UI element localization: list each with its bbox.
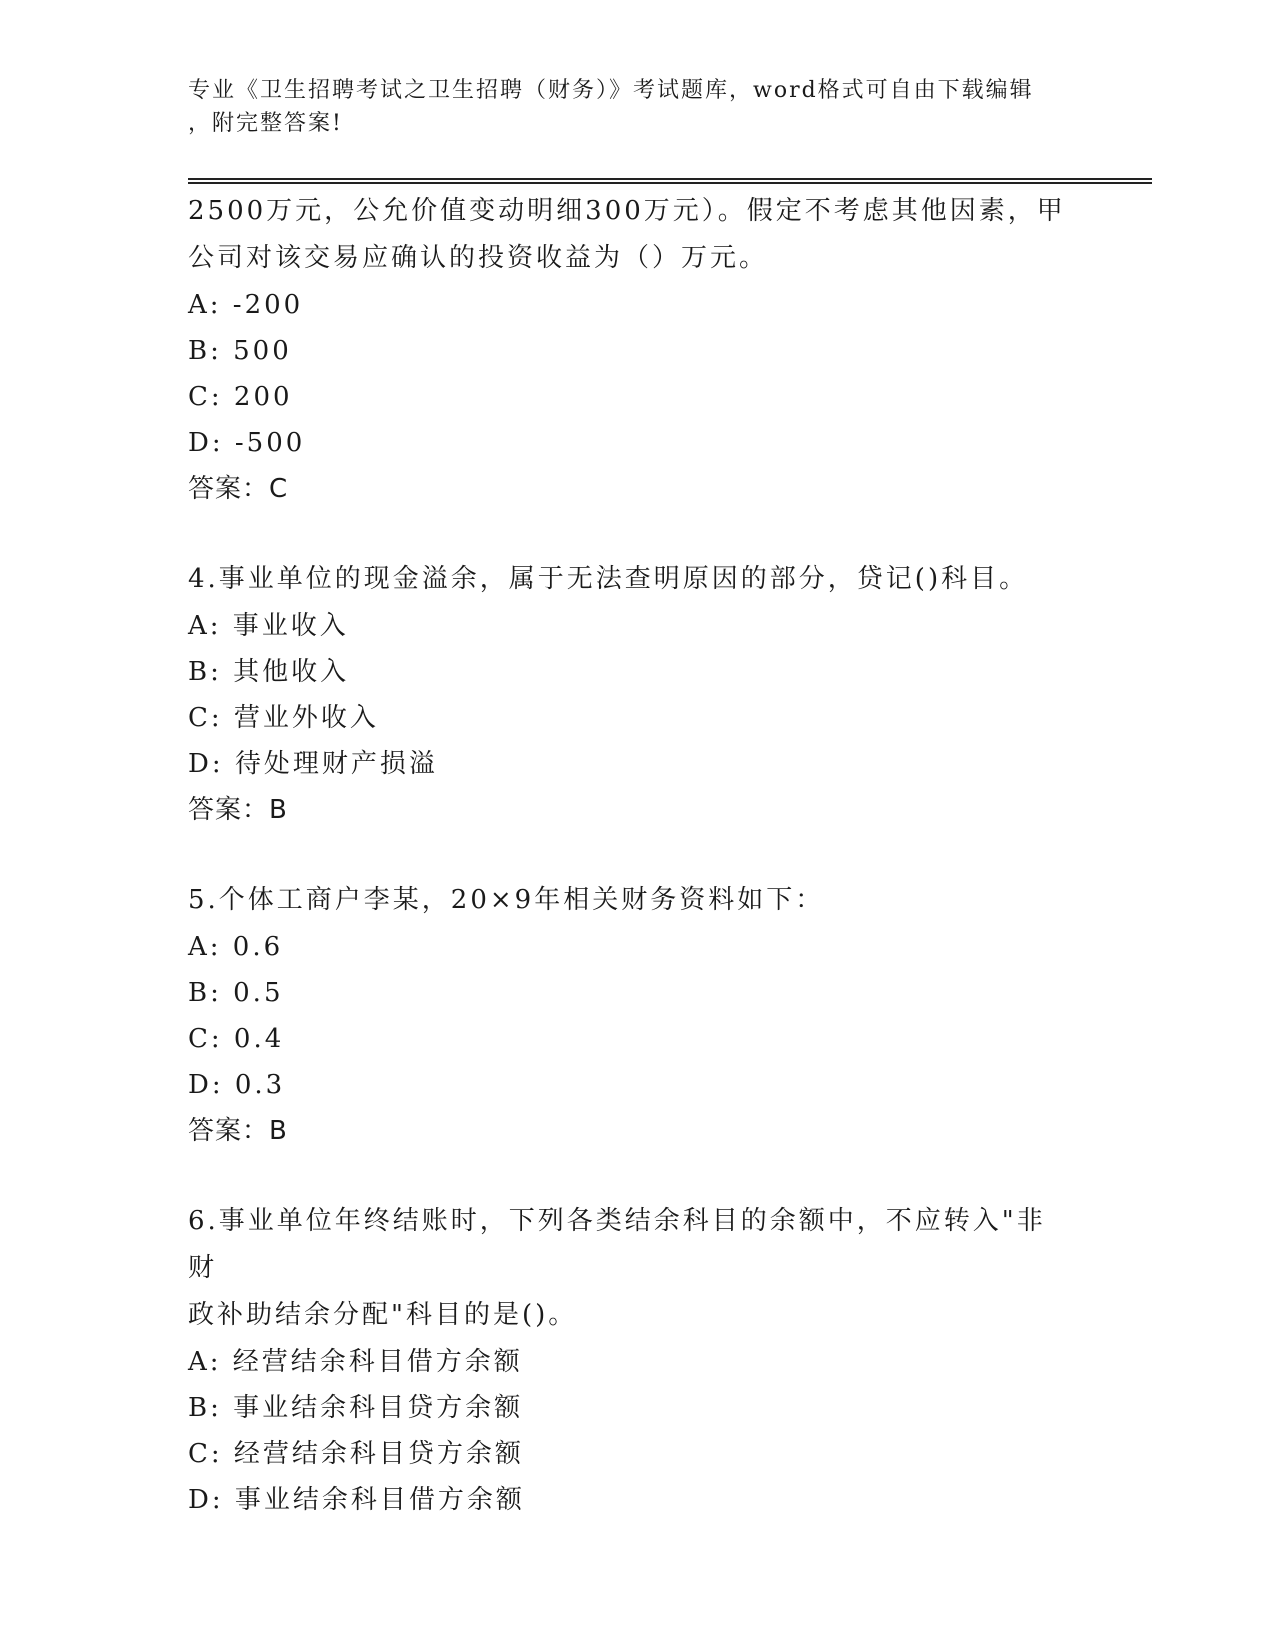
question-3-continued — [188, 188, 1068, 512]
option-a: A: 事业收入 — [188, 611, 349, 641]
header-line-2: ，附完整答案! — [188, 111, 343, 136]
question-4 — [188, 556, 1068, 833]
answer-line: 答案：C — [188, 474, 289, 504]
option-c: C: 营业外收入 — [188, 703, 379, 733]
question-text-line: 政补助结余分配"科目的是()。 — [188, 1300, 578, 1330]
question-6 — [188, 1198, 1068, 1523]
option-b: B: 事业结余科目贷方余额 — [188, 1393, 524, 1423]
header-divider — [188, 178, 1152, 184]
option-d: D: -500 — [188, 428, 306, 458]
option-c: C: 0.4 — [188, 1024, 285, 1054]
option-d: D: 事业结余科目借方余额 — [188, 1485, 525, 1515]
option-d: D: 待处理财产损溢 — [188, 749, 438, 779]
question-content — [188, 188, 1068, 1523]
page-header — [188, 74, 1068, 140]
answer-line: 答案：B — [188, 795, 288, 825]
answer-line: 答案：B — [188, 1116, 288, 1146]
option-d: D: 0.3 — [188, 1070, 286, 1100]
option-a: A: -200 — [188, 290, 304, 320]
option-c: C: 经营结余科目贷方余额 — [188, 1439, 524, 1469]
option-b: B: 其他收入 — [188, 657, 350, 687]
option-c: C: 200 — [188, 382, 293, 412]
question-text-line: 公司对该交易应确认的投资收益为（）万元。 — [188, 243, 769, 273]
question-text-line: 2500万元，公允价值变动明细300万元）。假定不考虑其他因素，甲 — [188, 196, 1066, 226]
question-text-line: 6.事业单位年终结账时，下列各类结余科目的余额中，不应转入"非财 — [188, 1206, 1046, 1283]
question-text-line: 4.事业单位的现金溢余，属于无法查明原因的部分，贷记()科目。 — [188, 564, 1029, 594]
option-b: B: 500 — [188, 336, 292, 366]
option-a: A: 0.6 — [188, 932, 284, 962]
option-b: B: 0.5 — [188, 978, 284, 1008]
question-5 — [188, 877, 1068, 1154]
header-line-1: 专业《卫生招聘考试之卫生招聘（财务）》考试题库，word格式可自由下载编辑 — [188, 78, 1034, 103]
option-a: A: 经营结余科目借方余额 — [188, 1347, 523, 1377]
question-text-line: 5.个体工商户李某，20×9年相关财务资料如下： — [188, 885, 825, 915]
